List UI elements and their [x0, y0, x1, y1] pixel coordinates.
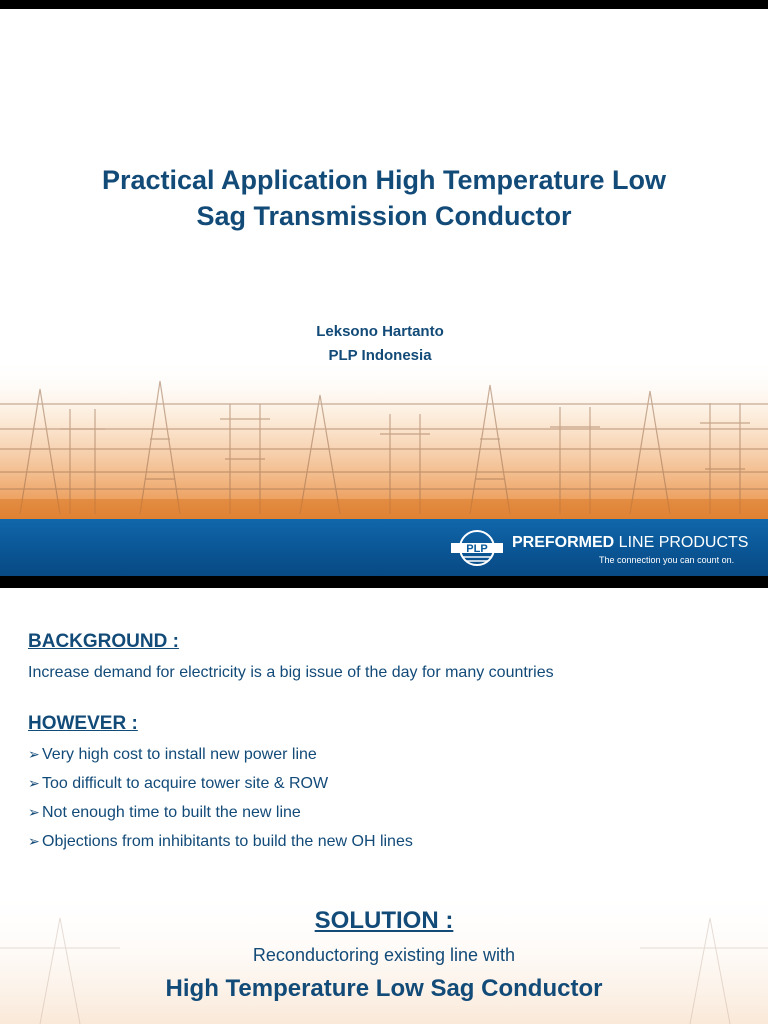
- however-heading: HOWEVER :: [28, 713, 138, 734]
- solution-text: Reconductoring existing line with: [252, 945, 516, 965]
- presentation-title: [0, 162, 768, 234]
- svg-text:PLP: PLP: [466, 543, 488, 555]
- background-heading: BACKGROUND :: [28, 631, 179, 652]
- title-line-2: Sag Transmission Conductor: [196, 201, 572, 231]
- however-bullet-list: [28, 740, 413, 856]
- author-block: [300, 320, 460, 368]
- bullet-text: Objections from inhibitants to build the new OH lines: [42, 833, 413, 850]
- list-item: [28, 769, 413, 798]
- slide-divider: [0, 576, 768, 588]
- substation-background-art: [0, 9, 768, 576]
- list-item: [28, 798, 413, 827]
- content-slide: [0, 588, 768, 1024]
- plp-logo-icon: [448, 527, 506, 569]
- title-slide: [0, 9, 768, 576]
- title-line-1: Practical Application High Temperature Low: [101, 165, 667, 195]
- arrow-bullet-icon: ➢: [28, 775, 40, 791]
- arrow-bullet-icon: ➢: [28, 833, 40, 849]
- background-text: Increase demand for electricity is a big issue of the day for many countries: [28, 664, 554, 681]
- list-item: [28, 827, 413, 856]
- brand-rest: LINE PRODUCTS: [614, 534, 749, 551]
- solution-conductor: High Temperature Low Sag Conductor: [165, 975, 603, 1002]
- arrow-bullet-icon: ➢: [28, 804, 40, 820]
- top-border: [0, 0, 768, 9]
- brand-bold: PREFORMED: [512, 534, 615, 551]
- arrow-bullet-icon: ➢: [28, 746, 40, 762]
- bullet-text: Very high cost to install new power line: [42, 746, 317, 763]
- bullet-text: Not enough time to built the new line: [42, 804, 301, 821]
- bullet-text: Too difficult to acquire tower site & ROW: [42, 775, 329, 792]
- list-item: [28, 740, 413, 769]
- brand-tagline: The connection you can count on.: [599, 555, 735, 565]
- solution-heading: SOLUTION :: [314, 907, 454, 934]
- author-name: Leksono Hartanto: [316, 323, 444, 340]
- author-organization: PLP Indonesia: [328, 347, 432, 364]
- brand-name: [512, 533, 748, 553]
